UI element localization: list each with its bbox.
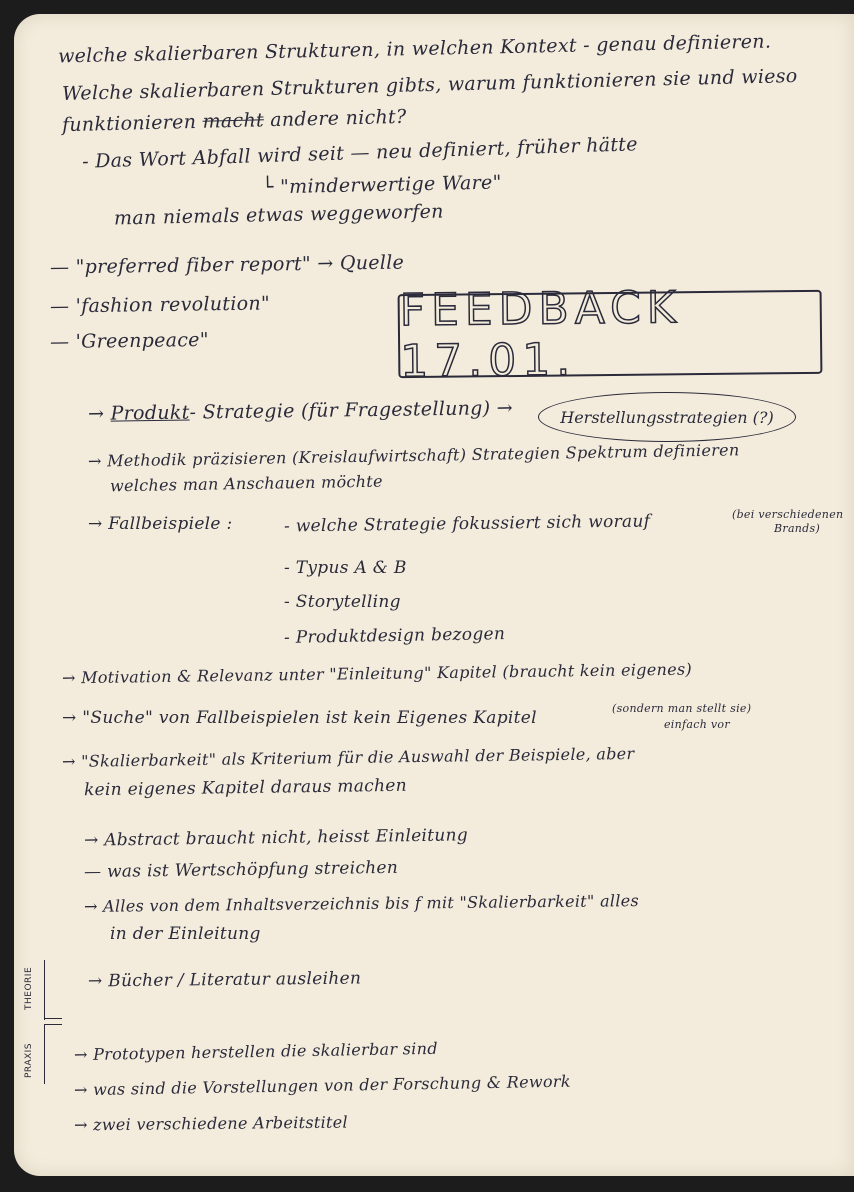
note-line-16: - Produktdesign bezogen bbox=[283, 624, 506, 648]
note-line-21: → Abstract braucht nicht, heisst Einleitung bbox=[83, 825, 469, 851]
note-line-8: — 'fashion revolution" bbox=[49, 292, 271, 318]
note-line-25: → Bücher / Literatur ausleihen bbox=[87, 968, 362, 992]
note-line-5: └ "minderwertige Ware" bbox=[261, 171, 502, 199]
note-line-3 bbox=[62, 106, 407, 136]
feedback-heading-box bbox=[398, 282, 823, 388]
note-line-13a: → Fallbeispiele : bbox=[88, 514, 233, 534]
note-line-7: — "preferred fiber report" → Quelle bbox=[49, 251, 405, 279]
note-line-3-end: andere nicht? bbox=[269, 105, 407, 132]
note-line-27: → was sind die Vorstellungen von der Forschung & Rework bbox=[73, 1071, 571, 1100]
theorie-bracket bbox=[44, 960, 45, 1020]
note-line-13c: (bei verschiedenen bbox=[732, 508, 844, 521]
herstellungsstrategien-oval bbox=[538, 392, 796, 442]
note-line-26: → Prototypen herstellen die skalierbar sind bbox=[73, 1038, 438, 1065]
note-line-6: man niemals etwas weggeworfen bbox=[113, 200, 444, 230]
note-line-1: welche skalierbaren Strukturen, in welchen Kontext - genau definieren. bbox=[57, 30, 772, 68]
note-line-18: → "Suche" von Fallbeispielen ist kein Eigenes Kapitel bbox=[62, 708, 537, 728]
praxis-bracket bbox=[44, 1024, 45, 1084]
notebook-bottom-edge bbox=[0, 1176, 854, 1192]
note-line-20: kein eigenes Kapitel daraus machen bbox=[83, 775, 408, 801]
note-line-9: — 'Greenpeace" bbox=[49, 328, 209, 354]
note-line-3-start: funktionieren bbox=[61, 110, 197, 137]
arrow: → bbox=[87, 402, 105, 425]
note-line-4: - Das Wort Abfall wird seit — neu definiert, früher hätte bbox=[81, 133, 639, 173]
note-line-14: - Typus A & B bbox=[284, 558, 407, 578]
note-line-15: - Storytelling bbox=[284, 592, 401, 612]
note-line-17: → Motivation & Relevanz unter "Einleitung" Kapitel (braucht kein eigenes) bbox=[61, 659, 693, 688]
side-label-theorie: THEORIE bbox=[24, 966, 34, 1010]
oval-text: Herstellungsstrategien (?) bbox=[560, 407, 774, 427]
theorie-bracket-tick bbox=[44, 1018, 62, 1019]
notebook-page bbox=[14, 14, 854, 1176]
side-label-praxis: PRAXIS bbox=[24, 1042, 34, 1078]
note-line-12: welches man Anschauen möchte bbox=[109, 471, 383, 496]
note-line-23: → Alles von dem Inhaltsverzeichnis bis f mit "Skalierbarkeit" alles bbox=[83, 891, 640, 916]
underlined-word: Produkt bbox=[110, 401, 190, 425]
note-line-28: → zwei verschiedene Arbeitstitel bbox=[73, 1112, 349, 1135]
struck-word: macht bbox=[202, 109, 265, 133]
note-line-18c: einfach vor bbox=[664, 718, 730, 731]
note-line-10-end: - Strategie (für Fragestellung) → bbox=[189, 397, 514, 424]
note-line-13b: - welche Strategie fokussiert sich worauf bbox=[283, 511, 651, 537]
note-line-19: → "Skalierbarkeit" als Kriterium für die Auswahl der Beispiele, aber bbox=[61, 744, 635, 771]
note-line-11: → Methodik präzisieren (Kreislaufwirtschaft) Strategien Spektrum definieren bbox=[87, 440, 740, 471]
note-line-24: in der Einleitung bbox=[110, 924, 261, 944]
note-line-10 bbox=[88, 397, 513, 425]
note-line-18b: (sondern man stellt sie) bbox=[612, 702, 752, 715]
note-line-22: — was ist Wertschöpfung streichen bbox=[83, 857, 399, 883]
note-line-2: Welche skalierbaren Strukturen gibts, warum funktionieren sie und wieso bbox=[61, 65, 798, 105]
feedback-heading: FEEDBACK 17.01. bbox=[399, 282, 682, 388]
note-line-13d: Brands) bbox=[774, 522, 821, 535]
praxis-bracket-tick bbox=[44, 1024, 62, 1025]
